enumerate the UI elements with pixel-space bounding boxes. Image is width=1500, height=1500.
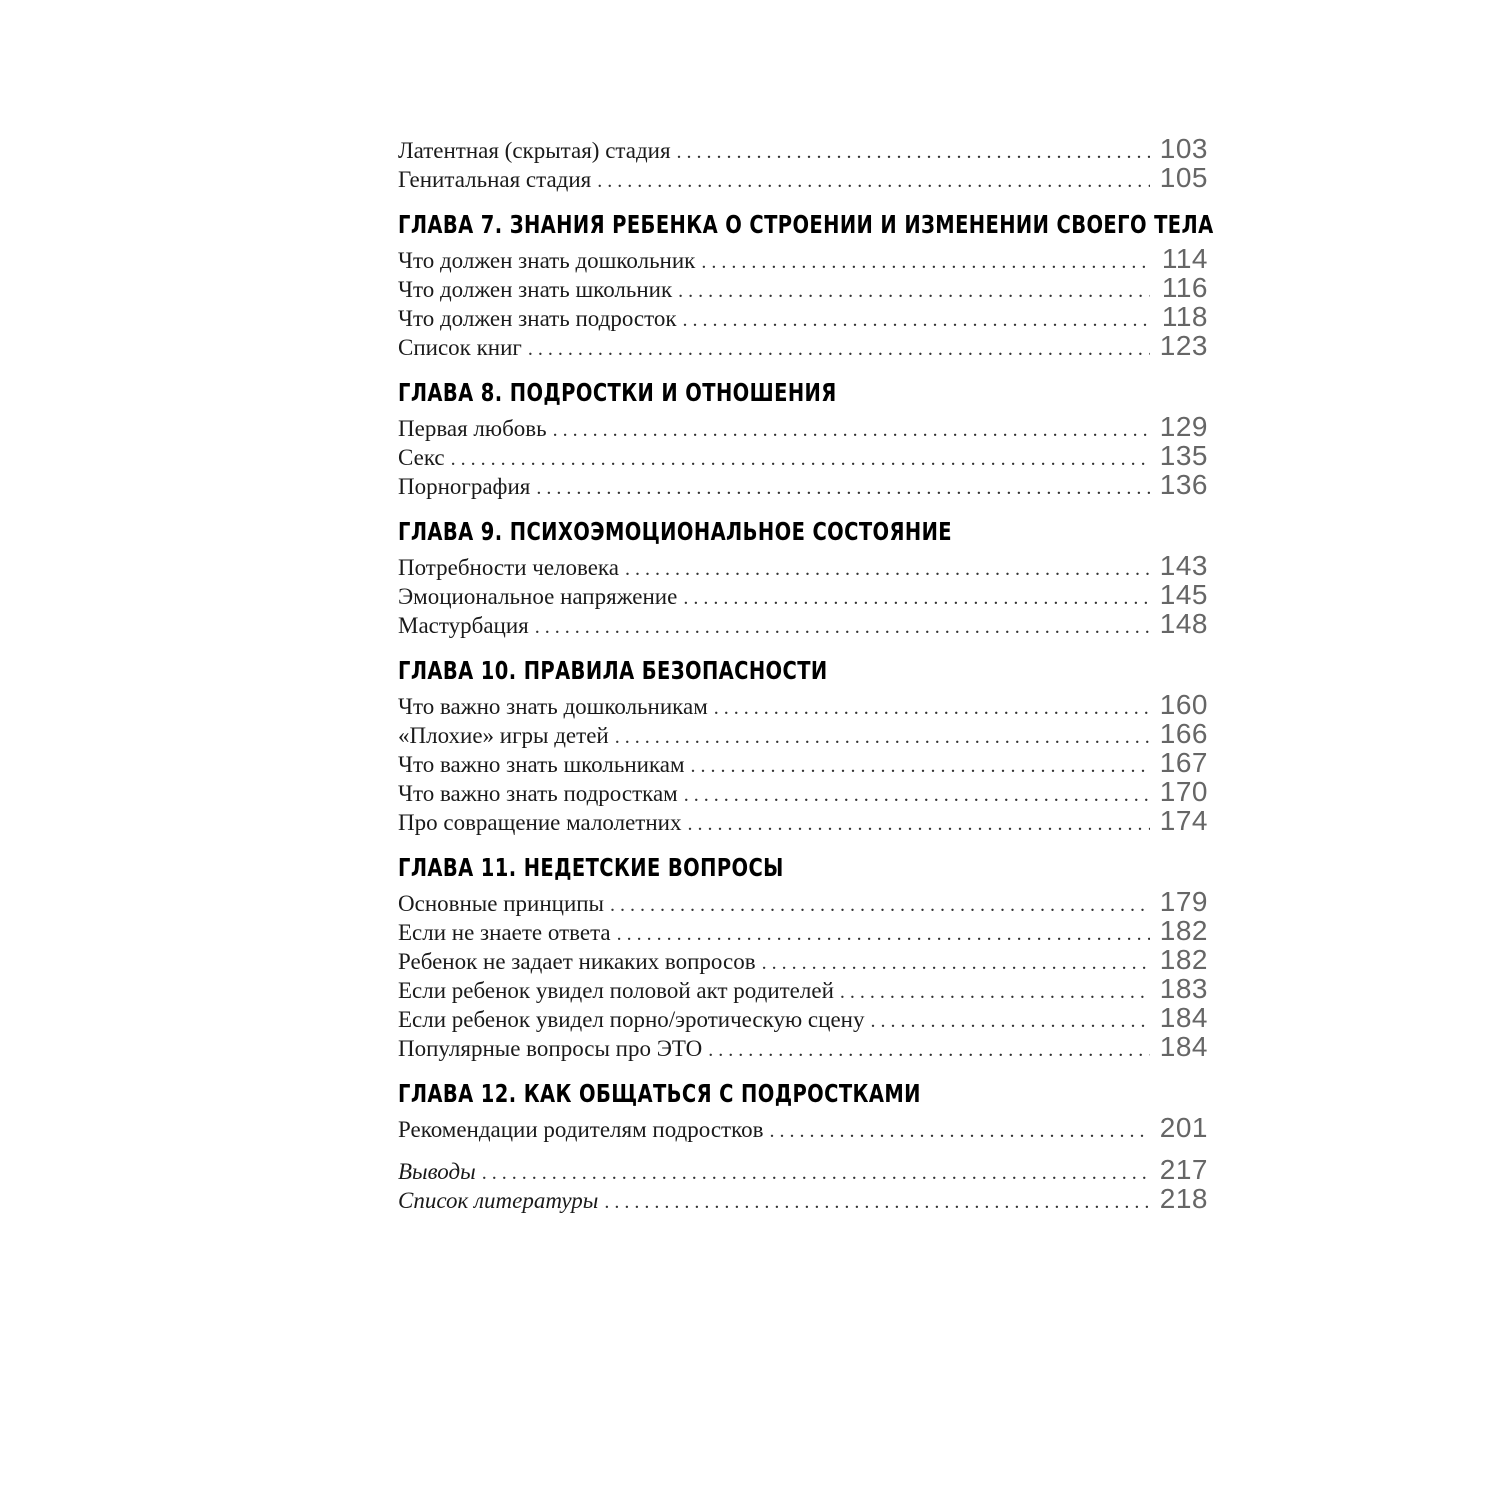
toc-entry-page: 201 [1159,1112,1208,1143]
toc-entry-page: 179 [1159,886,1208,917]
dot-leader [451,445,1150,474]
toc-entry-page: 114 [1161,243,1208,274]
chapter-11 [398,852,1208,1061]
toc-entry[interactable] [398,1113,1208,1142]
toc-entry-page: 129 [1159,411,1208,442]
toc-entry[interactable] [398,806,1208,835]
toc-entry-title: Про совращение малолетних [398,810,682,835]
dot-leader [482,1159,1150,1188]
dot-leader [677,138,1150,167]
toc-entry-title: Список литературы [398,1188,599,1213]
dot-leader [840,978,1150,1007]
chapter-heading[interactable]: ГЛАВА 7. ЗНАНИЯ РЕБЕНКА О СТРОЕНИИ И ИЗМЕНЕНИИ СВОЕГО ТЕЛА [398,210,1214,239]
toc-entry[interactable] [398,551,1208,580]
toc-entry[interactable] [398,580,1208,609]
closing-section [398,1155,1208,1213]
dot-leader [691,752,1150,781]
toc-entry-page: 174 [1159,805,1208,836]
toc-entry-page: 148 [1159,608,1208,639]
chapter-heading[interactable]: ГЛАВА 12. КАК ОБЩАТЬСЯ С ПОДРОСТКАМИ [398,1079,921,1108]
toc-entry-title: Что должен знать подросток [398,306,677,331]
intro-section [398,134,1208,192]
toc-entry[interactable] [398,441,1208,470]
dot-leader [597,167,1150,196]
toc-entry-page: 166 [1159,718,1208,749]
chapter-heading[interactable]: ГЛАВА 11. НЕДЕТСКИЕ ВОПРОСЫ [398,853,784,882]
toc-entry-page: 182 [1159,915,1208,946]
toc-entry-title: Что должен знать дошкольник [398,248,696,273]
toc-entry[interactable] [398,134,1208,163]
dot-leader [625,555,1150,584]
toc-entry-title: Рекомендации родителям подростков [398,1117,764,1142]
chapter-8 [398,377,1208,499]
dot-leader [769,1117,1149,1146]
toc-entry-page: 218 [1159,1183,1208,1214]
toc-entry-page: 182 [1159,944,1208,975]
toc-entry-title: Если ребенок увидел половой акт родителей [398,978,834,1003]
dot-leader [683,584,1149,613]
toc-entry-page: 184 [1159,1002,1208,1033]
toc-entry-title: Ребенок не задает никаких вопросов [398,949,756,974]
toc-entry-title: Что должен знать школьник [398,277,673,302]
toc-entry-page: 105 [1159,162,1208,193]
toc-entry[interactable] [398,331,1208,360]
toc-entry-title: Если ребенок увидел порно/эротическую сцену [398,1007,865,1032]
dot-leader [553,416,1150,445]
toc-entry-page: 183 [1159,973,1208,1004]
dot-leader [604,1188,1149,1217]
toc-entry-title: Генитальная стадия [398,167,592,192]
toc-entry[interactable] [398,777,1208,806]
toc-entry-page: 143 [1159,550,1208,581]
dot-leader [610,891,1150,920]
dot-leader [536,474,1149,503]
dot-leader [617,920,1150,949]
toc-entry[interactable] [398,916,1208,945]
toc-entry-page: 135 [1159,440,1208,471]
dot-leader [684,781,1150,810]
toc-entry[interactable] [398,412,1208,441]
toc-entry[interactable] [398,244,1208,273]
toc-entry-title: Первая любовь [398,416,547,441]
toc-entry-title: Порнография [398,474,531,499]
toc-entry[interactable] [398,748,1208,777]
toc-entry-page: 103 [1159,133,1208,164]
dot-leader [870,1007,1149,1036]
dot-leader [683,306,1150,335]
toc-entry-page: 116 [1161,272,1208,303]
toc-entry-page: 118 [1161,301,1208,332]
dot-leader [714,694,1150,723]
chapter-9 [398,516,1208,638]
dot-leader [615,723,1150,752]
toc-entry-title: Список книг [398,335,522,360]
toc-entry-page: 145 [1159,579,1208,610]
toc-entry-title: Выводы [398,1159,476,1184]
toc-entry[interactable] [398,690,1208,719]
toc-entry[interactable] [398,945,1208,974]
chapter-10 [398,655,1208,835]
dot-leader [528,335,1150,364]
toc-entry-title: Популярные вопросы про ЭТО [398,1036,703,1061]
chapter-heading[interactable]: ГЛАВА 10. ПРАВИЛА БЕЗОПАСНОСТИ [398,656,828,685]
chapter-heading[interactable]: ГЛАВА 8. ПОДРОСТКИ И ОТНОШЕНИЯ [398,378,837,407]
toc-entry[interactable] [398,1155,1208,1184]
toc-entry-title: Эмоциональное напряжение [398,584,678,609]
toc-entry-page: 217 [1159,1154,1208,1185]
toc-entry-page: 123 [1159,330,1208,361]
toc-entry-title: Если не знаете ответа [398,920,611,945]
toc-entry-page: 136 [1159,469,1208,500]
chapter-7 [398,209,1214,361]
dot-leader [687,810,1149,839]
toc-entry-title: Латентная (скрытая) стадия [398,138,671,163]
toc-entry[interactable] [398,719,1208,748]
toc-entry[interactable] [398,1184,1208,1213]
toc-entry-title: Что важно знать школьникам [398,752,685,777]
toc-entry[interactable] [398,302,1208,331]
toc-entry-page: 167 [1159,747,1208,778]
toc-entry-page: 170 [1159,776,1208,807]
toc-entry[interactable] [398,163,1208,192]
toc-entry-title: Что важно знать дошкольникам [398,694,708,719]
dot-leader [762,949,1150,978]
chapter-heading[interactable]: ГЛАВА 9. ПСИХОЭМОЦИОНАЛЬНОЕ СОСТОЯНИЕ [398,517,953,546]
dot-leader [678,277,1150,306]
toc-entry[interactable] [398,470,1208,499]
toc-entry[interactable] [398,974,1208,1003]
toc-entry[interactable] [398,1032,1208,1061]
toc-entry-title: Потребности человека [398,555,619,580]
table-of-contents [398,133,1214,1214]
dot-leader [708,1036,1150,1065]
toc-entry-title: Основные принципы [398,891,605,916]
toc-entry[interactable] [398,887,1208,916]
toc-entry[interactable] [398,609,1208,638]
toc-entry-title: «Плохие» игры детей [398,723,609,748]
chapter-12 [398,1078,1208,1142]
toc-entry-page: 184 [1159,1031,1208,1062]
toc-entry[interactable] [398,273,1208,302]
dot-leader [701,248,1150,277]
toc-entry-title: Мастурбация [398,613,529,638]
dot-leader [535,613,1150,642]
toc-entry[interactable] [398,1003,1208,1032]
toc-entry-title: Что важно знать подросткам [398,781,678,806]
toc-entry-title: Секс [398,445,445,470]
toc-entry-page: 160 [1159,689,1208,720]
